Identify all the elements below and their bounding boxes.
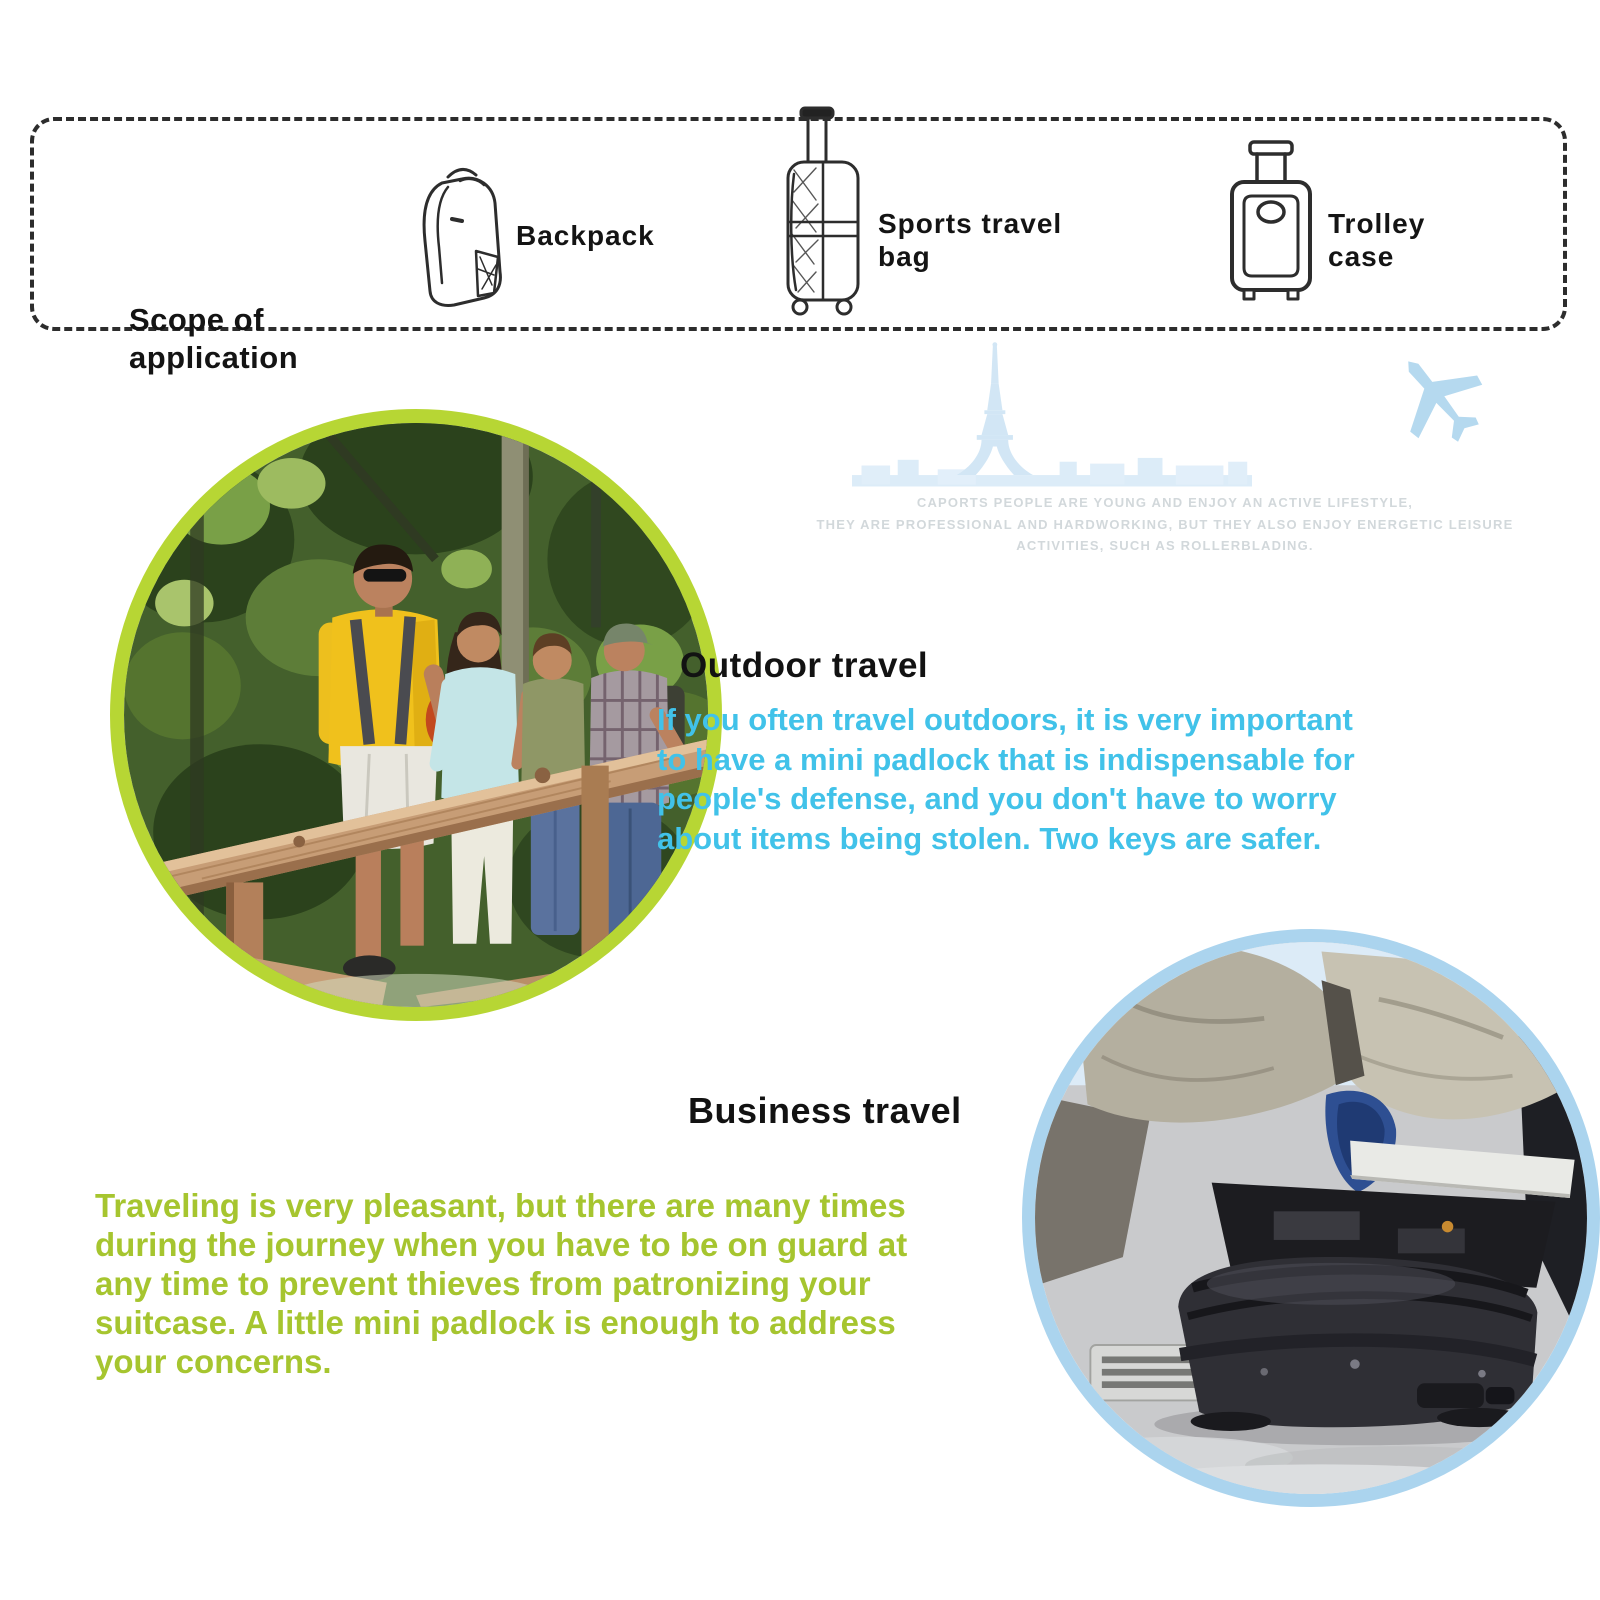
watermark-slogan-line: CAPORTS PEOPLE ARE YOUNG AND ENJOY AN ACTIVE LIFESTYLE, bbox=[916, 495, 1414, 510]
business-line: your concerns. bbox=[95, 1343, 332, 1380]
business-travel-paragraph bbox=[95, 1186, 907, 1381]
business-travel-photo bbox=[1022, 929, 1600, 1507]
eiffel-tower-icon bbox=[852, 336, 1252, 496]
business-line: suitcase. A little mini padlock is enough to address bbox=[95, 1304, 896, 1341]
airplane-icon bbox=[1384, 346, 1494, 450]
business-line: any time to prevent thieves from patronizing your bbox=[95, 1265, 871, 1302]
watermark-slogan-line: THEY ARE PROFESSIONAL AND HARDWORKING, BUT THEY ALSO ENJOY ENERGETIC LEISURE bbox=[816, 516, 1514, 532]
sports-travel-bag-label: Sports travel bag bbox=[878, 208, 1063, 272]
outdoor-travel-photo bbox=[110, 409, 722, 1021]
watermark-slogan bbox=[760, 492, 1570, 557]
trolley-case-label: Trolley case bbox=[1328, 208, 1426, 272]
outdoor-line: people's defense, and you don't have to worry bbox=[657, 781, 1337, 816]
watermark-slogan-line: ACTIVITIES, SUCH AS ROLLERBLADING. bbox=[1016, 538, 1314, 553]
scope-title: Scope of application bbox=[129, 302, 299, 375]
outdoor-line: to have a mini padlock that is indispensable for bbox=[657, 741, 1355, 777]
suitcase-under-seat-scene bbox=[1035, 942, 1587, 1494]
suitcase bbox=[1154, 1257, 1565, 1445]
outdoor-travel-paragraph bbox=[657, 700, 1355, 858]
business-line: during the journey when you have to be on guard at bbox=[95, 1226, 908, 1263]
outdoor-line: about items being stolen. Two keys are safer. bbox=[657, 820, 1322, 856]
backpack-label: Backpack bbox=[516, 220, 655, 251]
trolley-case-icon bbox=[1226, 138, 1316, 306]
business-line: Traveling is very pleasant, but there are many times bbox=[95, 1187, 906, 1224]
outdoor-line: If you often travel outdoors, it is very important bbox=[657, 702, 1353, 737]
sports-travel-bag-icon bbox=[768, 104, 878, 319]
outdoor-travel-heading: Outdoor travel bbox=[680, 646, 929, 685]
business-travel-heading: Business travel bbox=[688, 1090, 962, 1131]
hikers-forest-scene bbox=[124, 423, 708, 1007]
backpack-icon bbox=[408, 155, 518, 310]
